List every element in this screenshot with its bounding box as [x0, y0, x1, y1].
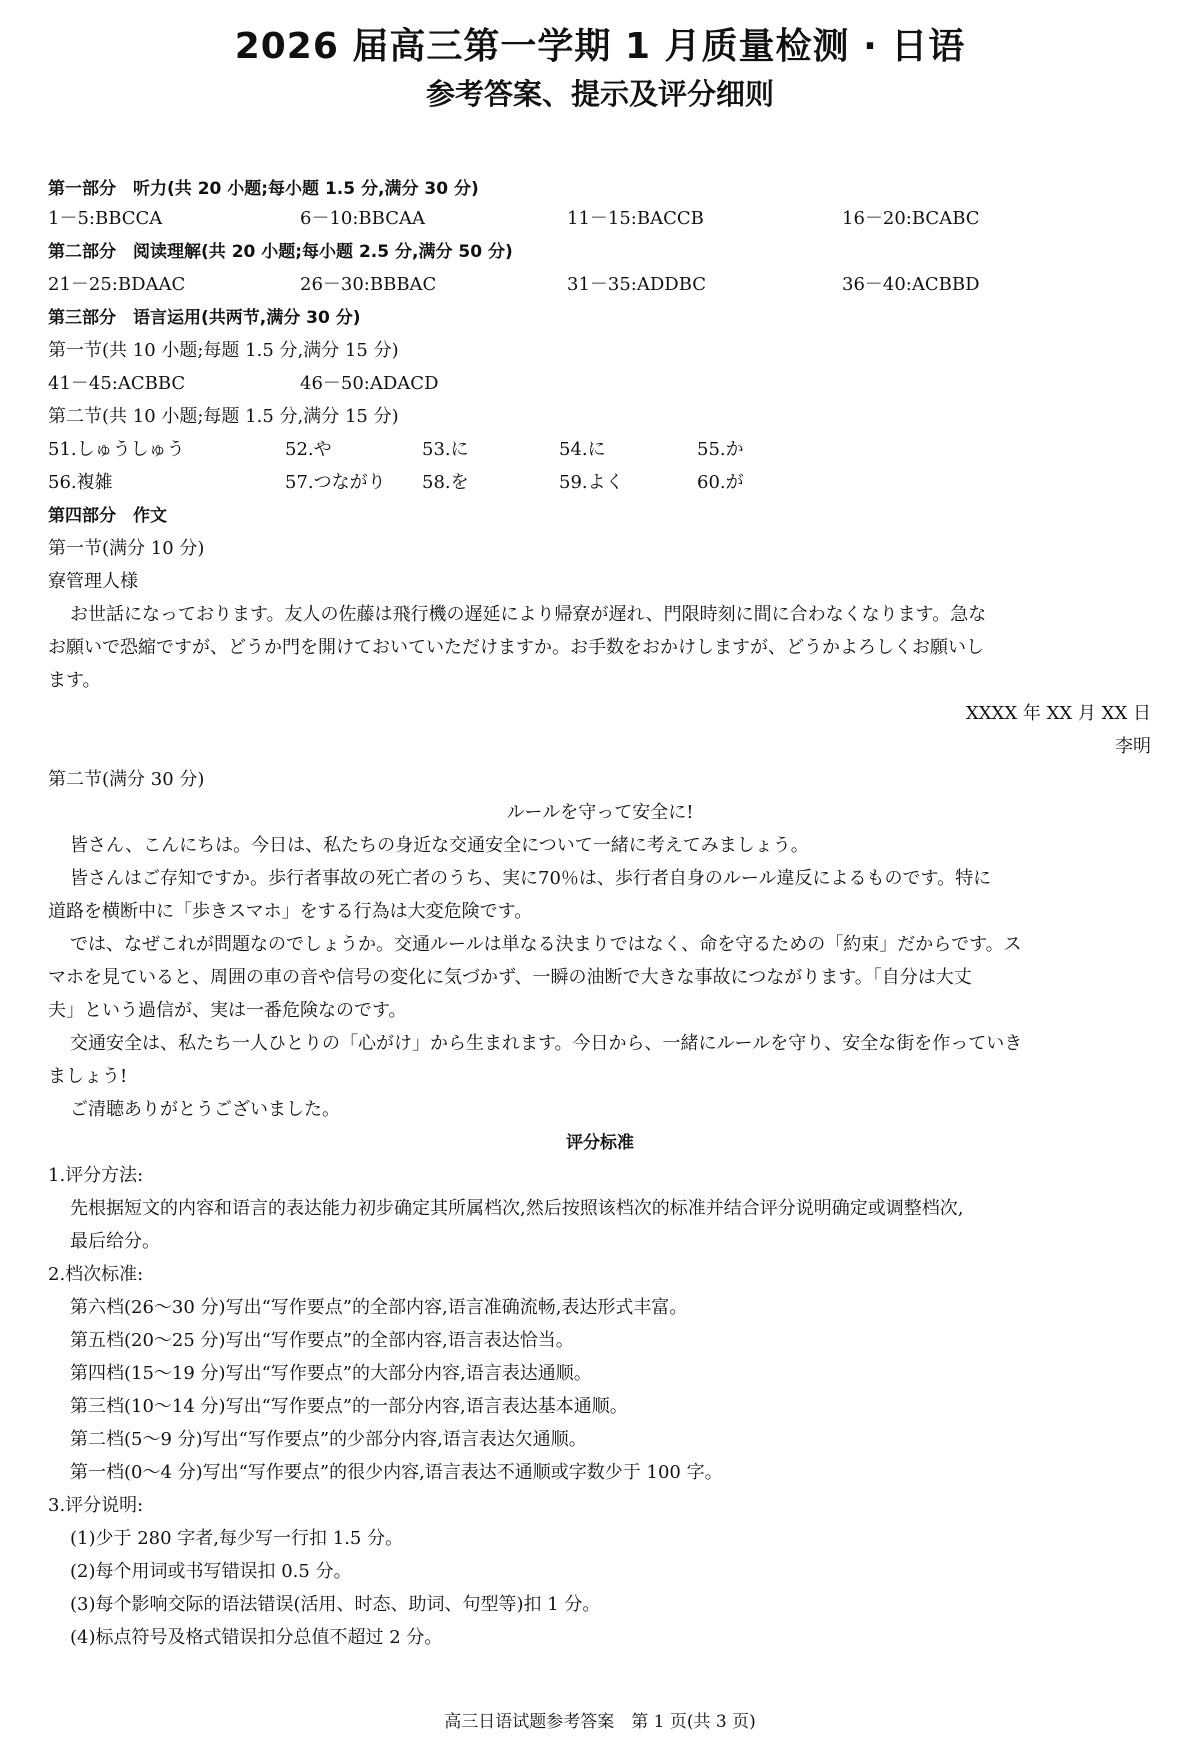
speech-line: では、なぜこれが問題なのでしょうか。交通ルールは単なる決まりではなく、命を守るための「約束」だからです。ス — [70, 934, 1022, 955]
scoring-notes-heading: 3.评分说明: — [48, 1495, 144, 1516]
blank-answer: 60.が — [697, 472, 744, 493]
blank-answer: 54.に — [559, 439, 606, 460]
part2-answer-group: 36－40:ACBBD — [842, 274, 980, 295]
part1-heading: 第一部分 听力(共 20 小题;每小题 1.5 分,满分 30 分) — [48, 179, 479, 199]
part3-section1-heading: 第一节(共 10 小题;每题 1.5 分,满分 15 分) — [48, 340, 399, 361]
scoring-levels-heading: 2.档次标准: — [48, 1264, 144, 1285]
part2-heading: 第二部分 阅读理解(共 20 小题;每小题 2.5 分,满分 50 分) — [48, 242, 513, 262]
part1-answer-group: 6－10:BBCAA — [300, 208, 425, 229]
page-title: 2026 届高三第一学期 1 月质量检测 · 日语 — [234, 26, 966, 67]
speech-line: マホを見ていると、周囲の車の音や信号の変化に気づかず、一瞬の油断で大きな事故につながります。「自分は大丈 — [48, 967, 972, 988]
scoring-method-heading: 1.评分方法: — [48, 1165, 144, 1186]
part3-section2-heading: 第二节(共 10 小题;每题 1.5 分,满分 15 分) — [48, 406, 399, 427]
speech-line: 交通安全は、私たち一人ひとりの「心がけ」から生まれます。今日から、一緒にルールを守り、安全な街を作っていき — [70, 1033, 1023, 1054]
part4-section1-heading: 第一节(满分 10 分) — [48, 538, 205, 559]
letter-body-line: お願いで恐縮ですが、どうか門を開けておいていただけますか。お手数をおかけしますが、どうかよろしくお願いし — [48, 637, 984, 658]
blank-answer: 53.に — [422, 439, 469, 460]
letter-signature: 李明 — [1115, 736, 1151, 757]
speech-title: ルールを守って安全に! — [506, 802, 694, 823]
letter-salutation: 寮管理人様 — [48, 571, 138, 592]
scoring-note: (2)每个用词或书写错误扣 0.5 分。 — [70, 1561, 352, 1582]
part4-heading: 第四部分 作文 — [48, 506, 167, 526]
speech-line: 道路を横断中に「歩きスマホ」をする行為は大変危険です。 — [48, 901, 533, 922]
letter-body-line: お世話になっております。友人の佐藤は飛行機の遅延により帰寮が遅れ、門限時刻に間に合わなくなります。急な — [70, 604, 987, 625]
part1-answer-group: 16－20:BCABC — [842, 208, 980, 229]
part3-answer-group: 41－45:ACBBC — [48, 373, 186, 394]
blank-answer: 55.か — [697, 439, 744, 460]
blank-answer: 57.つながり — [285, 472, 386, 493]
page-footer: 高三日语试题参考答案 第 1 页(共 3 页) — [444, 1712, 756, 1732]
blank-answer: 59.よく — [559, 472, 624, 493]
letter-date: XXXX 年 XX 月 XX 日 — [965, 703, 1151, 724]
scoring-note: (3)每个影响交际的语法错误(活用、时态、助词、句型等)扣 1 分。 — [70, 1594, 601, 1615]
scoring-method-line: 先根据短文的内容和语言的表达能力初步确定其所属档次,然后按照该档次的标准并结合评分说明确定或调整档次, — [70, 1198, 964, 1219]
speech-line: 皆さん、こんにちは。今日は、私たちの身近な交通安全について一緒に考えてみましょう。 — [70, 835, 809, 856]
scoring-level: 第二档(5～9 分)写出“写作要点”的少部分内容,语言表达欠通顺。 — [70, 1429, 587, 1450]
scoring-level: 第六档(26～30 分)写出“写作要点”的全部内容,语言准确流畅,表达形式丰富。 — [70, 1297, 688, 1318]
part4-section2-heading: 第二节(满分 30 分) — [48, 769, 205, 790]
blank-answer: 51.しゅうしゅう — [48, 439, 185, 460]
scoring-level: 第三档(10～14 分)写出“写作要点”的一部分内容,语言表达基本通顺。 — [70, 1396, 628, 1417]
part3-heading: 第三部分 语言运用(共两节,满分 30 分) — [48, 308, 361, 328]
speech-line: ましょう! — [48, 1066, 128, 1087]
part3-answer-group: 46－50:ADACD — [300, 373, 439, 394]
scoring-method-line: 最后给分。 — [70, 1231, 160, 1252]
part2-answer-group: 26－30:BBBAC — [300, 274, 437, 295]
letter-body-line: ます。 — [48, 670, 101, 691]
speech-line: 皆さんはご存知ですか。歩行者事故の死亡者のうち、実に70％は、歩行者自身のルール違反によるものです。特に — [70, 868, 992, 889]
scoring-note: (4)标点符号及格式错误扣分总值不超过 2 分。 — [70, 1627, 443, 1648]
blank-answer: 56.複雑 — [48, 472, 113, 493]
speech-line: 夫」という過信が、実は一番危険なのです。 — [48, 1000, 407, 1021]
speech-line: ご清聴ありがとうございました。 — [70, 1099, 340, 1120]
blank-answer: 52.や — [285, 439, 332, 460]
page-subtitle: 参考答案、提示及评分细则 — [425, 77, 774, 111]
scoring-level: 第五档(20～25 分)写出“写作要点”的全部内容,语言表达恰当。 — [70, 1330, 574, 1351]
scoring-note: (1)少于 280 字者,每少写一行扣 1.5 分。 — [70, 1528, 404, 1549]
part2-answer-group: 21－25:BDAAC — [48, 274, 186, 295]
scoring-heading: 评分标准 — [566, 1133, 634, 1153]
blank-answer: 58.を — [422, 472, 469, 493]
scoring-level: 第一档(0～4 分)写出“写作要点”的很少内容,语言表达不通顺或字数少于 100 字。 — [70, 1462, 723, 1483]
part2-answer-group: 31－35:ADDBC — [567, 274, 707, 295]
part1-answer-group: 1－5:BBCCA — [48, 208, 163, 229]
part1-answer-group: 11－15:BACCB — [567, 208, 704, 229]
scoring-level: 第四档(15～19 分)写出“写作要点”的大部分内容,语言表达通顺。 — [70, 1363, 592, 1384]
